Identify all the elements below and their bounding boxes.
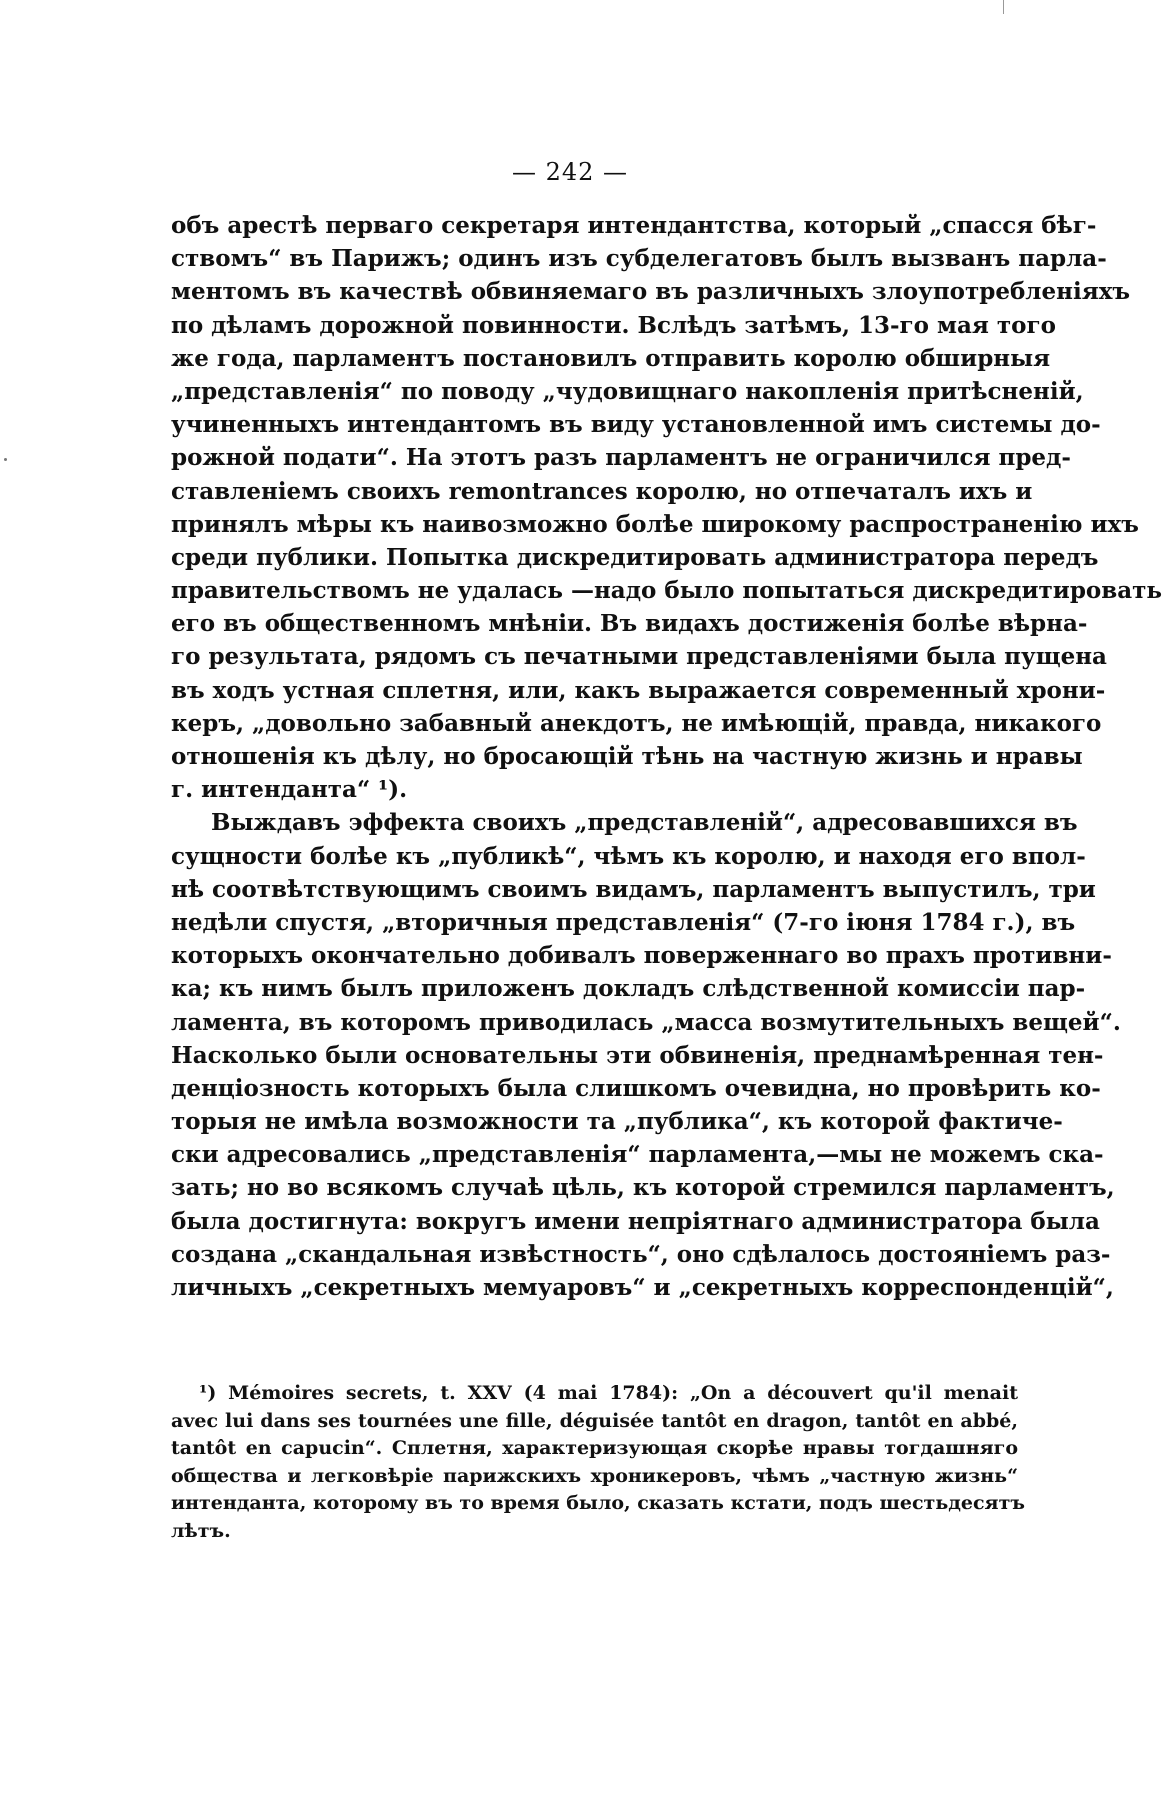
body-line: зать; но во всякомъ случаѣ цѣль, къ которой стремился парламентъ, bbox=[171, 1174, 1115, 1202]
body-line: ламента, въ которомъ приводилась „масса возмутительныхъ вещей“. bbox=[171, 1008, 1121, 1036]
body-line: была достигнута: вокругъ имени непріятнаго администратора была bbox=[171, 1207, 1100, 1235]
body-line: недѣли спустя, „вторичныя представленія“ (7-го іюня 1784 г.), въ bbox=[171, 908, 1076, 936]
page-number: — 242 — bbox=[511, 158, 629, 186]
body-line: отношенія къ дѣлу, но бросающій тѣнь на частную жизнь и нравы bbox=[171, 743, 1083, 770]
scan-speck bbox=[4, 458, 7, 461]
body-line: личныхъ „секретныхъ мемуаровъ“ и „секретныхъ корреспонденцій“, bbox=[171, 1274, 1114, 1301]
body-line: объ арестѣ перваго секретаря интендантства, который „спасся бѣг- bbox=[171, 212, 1097, 239]
footnote-line: интенданта, которому въ то время было, сказать кстати, подъ шестьдесятъ bbox=[171, 1492, 1025, 1515]
body-line: которыхъ окончательно добивалъ поверженнаго во прахъ противни- bbox=[171, 942, 1112, 970]
body-text bbox=[171, 209, 1162, 1304]
body-line: го результата, рядомъ съ печатными представленіями была пущена bbox=[171, 643, 1107, 671]
body-line: „представленія“ по поводу „чудовищнаго накопленія притѣсненій, bbox=[171, 377, 1084, 405]
body-line: ски адресовались „представленія“ парламента,—мы не можемъ ска- bbox=[171, 1141, 1104, 1169]
footnote bbox=[171, 1380, 1025, 1546]
body-line-paragraph-start: Выждавъ эффекта своихъ „представленій“, адресовавшихся въ bbox=[211, 809, 1078, 837]
body-line: ставленіемъ своихъ remontrances королю, но отпечаталъ ихъ и bbox=[171, 477, 1033, 505]
footnote-line: tantôt en capucin“. Сплетня, характеризующая скорѣе нравы тогдашняго bbox=[171, 1437, 1018, 1460]
footnote-line: общества и легковѣріе парижскихъ хроникеровъ, чѣмъ „частную жизнь“ bbox=[171, 1464, 1018, 1487]
body-line: денціозность которыхъ была слишкомъ очевидна, но провѣрить ко- bbox=[171, 1074, 1101, 1102]
body-line: же года, парламентъ постановилъ отправить королю обширныя bbox=[171, 344, 1051, 372]
body-line: рожной подати“. На этотъ разъ парламентъ не ограничился пред- bbox=[171, 444, 1071, 472]
body-line-paragraph-end: г. интенданта“ ¹). bbox=[171, 776, 408, 804]
body-line: учиненныхъ интендантомъ въ виду установленной имъ системы до- bbox=[171, 411, 1101, 439]
body-line: принялъ мѣры къ наивозможно болѣе широкому распространенію ихъ bbox=[171, 510, 1139, 538]
body-line: сущности болѣе къ „публикѣ“, чѣмъ къ королю, и находя его впол- bbox=[171, 842, 1086, 870]
scan-edge-mark bbox=[1003, 0, 1004, 14]
body-line: въ ходъ устная сплетня, или, какъ выражается современный хрони- bbox=[171, 676, 1106, 704]
body-line: торыя не имѣла возможности та „публика“, къ которой фактиче- bbox=[171, 1108, 1063, 1136]
body-line: по дѣламъ дорожной повинности. Вслѣдъ затѣмъ, 13-го мая того bbox=[171, 311, 1056, 339]
body-line: нѣ соотвѣтствующимъ своимъ видамъ, парламентъ выпустилъ, три bbox=[171, 875, 1096, 903]
body-line: правительствомъ не удалась —надо было попытаться дискредитировать bbox=[171, 577, 1162, 605]
footnote-line: avec lui dans ses tournées une fille, déguisée tantôt en dragon, tantôt en abbé, bbox=[171, 1409, 1018, 1432]
body-line: керъ, „довольно забавный анекдотъ, не имѣющій, правда, никакого bbox=[171, 709, 1102, 737]
body-line: ментомъ въ качествѣ обвиняемаго въ различныхъ злоупотребленіяхъ bbox=[171, 278, 1131, 306]
body-line: его въ общественномъ мнѣніи. Въ видахъ достиженія болѣе вѣрна- bbox=[171, 610, 1088, 638]
body-line: ка; къ нимъ былъ приложенъ докладъ слѣдственной комиссіи пар- bbox=[171, 975, 1086, 1003]
body-line: среди публики. Попытка дискредитировать администратора передъ bbox=[171, 543, 1099, 571]
body-line: ствомъ“ въ Парижъ; одинъ изъ субделегатовъ былъ вызванъ парла- bbox=[171, 245, 1107, 273]
footnote-line: ¹) Mémoires secrets, t. XXV (4 mai 1784): „On a découvert qu'il menait bbox=[199, 1382, 1018, 1404]
body-line: Насколько были основательны эти обвиненія, преднамѣренная тен- bbox=[171, 1041, 1104, 1069]
body-line: создана „скандальная извѣстность“, оно сдѣлалось достояніемъ раз- bbox=[171, 1240, 1111, 1268]
footnote-line: лѣтъ. bbox=[171, 1519, 231, 1542]
